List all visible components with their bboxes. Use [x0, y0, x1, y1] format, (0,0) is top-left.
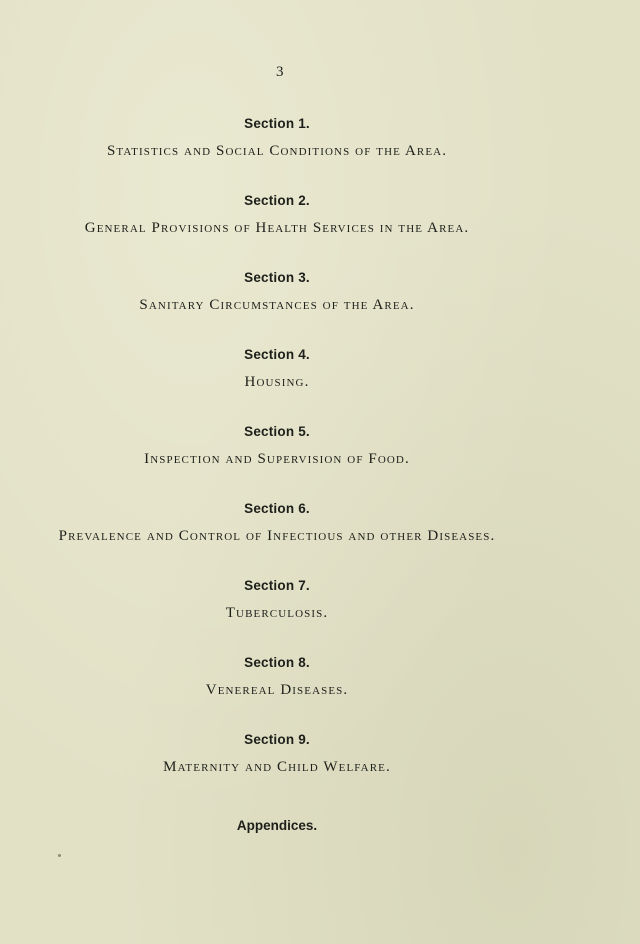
section-title: Maternity and Child Welfare.: [163, 759, 391, 775]
toc-entry-section-4: [0, 346, 554, 423]
section-heading: Section 6.: [244, 501, 310, 516]
toc-entry-section-2: [0, 192, 554, 269]
section-heading: Section 2.: [244, 193, 310, 208]
section-title: Venereal Diseases.: [205, 682, 349, 698]
section-title: Prevalence and Control of Infectious and other Diseases.: [58, 528, 496, 544]
toc-entry-section-5: [0, 423, 554, 500]
section-title: General Provisions of Health Services in the Area.: [84, 220, 470, 236]
page-number: 3: [276, 64, 284, 80]
section-heading: Section 5.: [244, 424, 310, 439]
section-heading: Section 8.: [244, 655, 310, 670]
appendices-heading: Appendices.: [236, 818, 318, 833]
section-title: Statistics and Social Conditions of the Area.: [106, 143, 448, 159]
paper-speck: [58, 854, 61, 857]
section-title: Tuberculosis.: [225, 605, 329, 621]
toc-entry-section-7: [0, 577, 554, 654]
section-heading: Section 3.: [244, 270, 310, 285]
toc-entry-section-3: [0, 269, 554, 346]
toc-entry-section-8: [0, 654, 554, 731]
toc-entry-section-9: [0, 731, 554, 808]
section-title: Inspection and Supervision of Food.: [144, 451, 410, 467]
section-title: Sanitary Circumstances of the Area.: [139, 297, 415, 313]
section-heading: Section 7.: [244, 578, 310, 593]
toc-entry-section-1: [0, 115, 554, 192]
section-heading: Section 1.: [244, 116, 310, 131]
section-heading: Section 4.: [244, 347, 310, 362]
section-heading: Section 9.: [244, 732, 310, 747]
section-title: Housing.: [244, 374, 310, 390]
toc-entry-section-6: [0, 500, 554, 577]
table-of-contents: [0, 115, 554, 808]
